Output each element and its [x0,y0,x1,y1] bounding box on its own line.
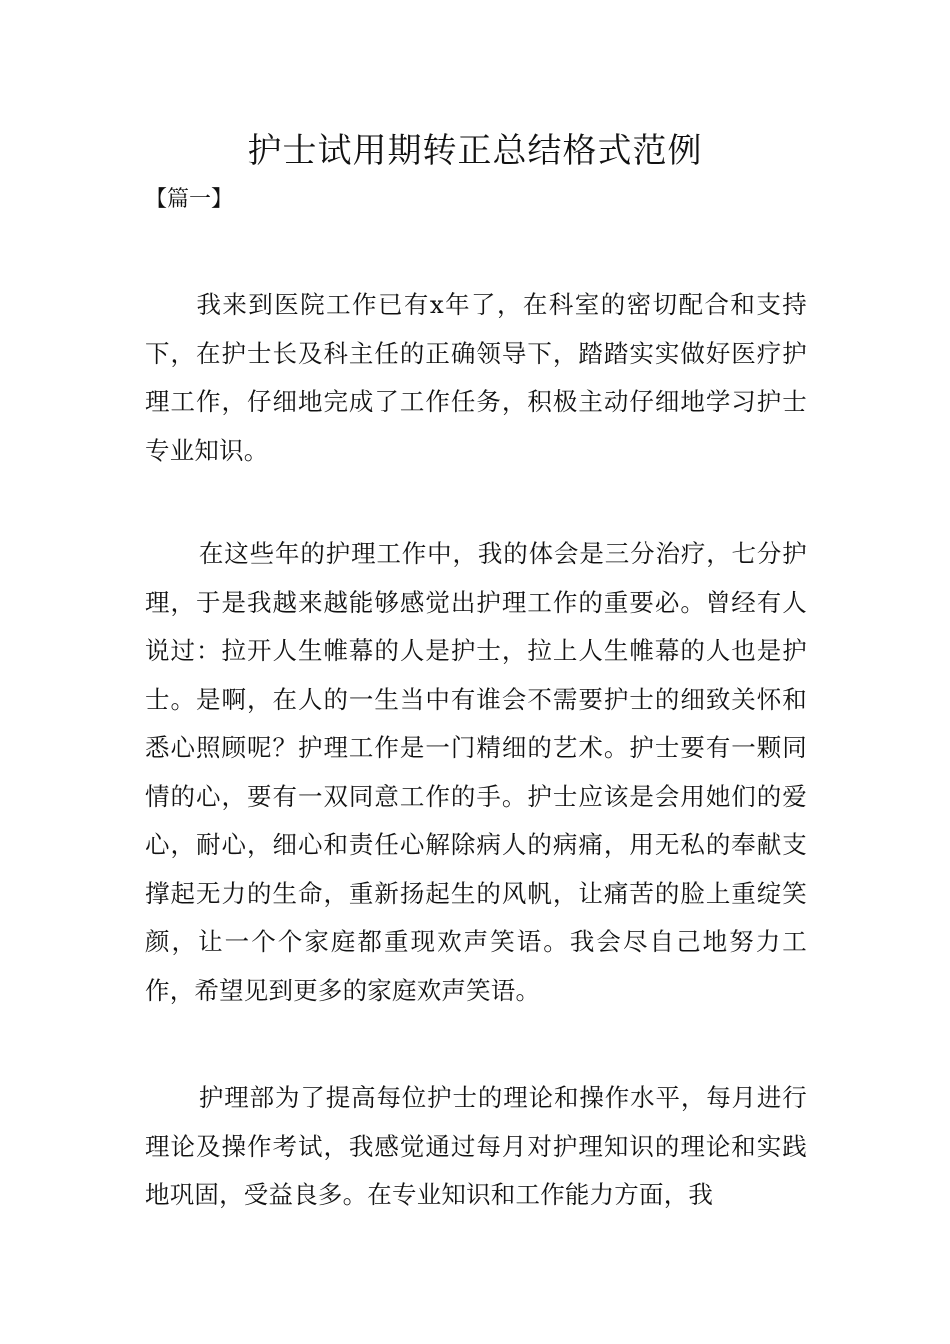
body-paragraph: 护理部为了提高每位护士的理论和操作水平，每月进行理论及操作考试，我感觉通过每月对护理知识的理论和实践地巩固，受益良多。在专业知识和工作能力方面，我 [145,1083,807,1209]
body-paragraph: 在这些年的护理工作中，我的体会是三分治疗，七分护理，于是我越来越能够感觉出护理工作的重要必。曾经有人说过：拉开人生帷幕的人是护士，拉上人生帷幕的人也是护士。是啊，在人的一生当中有谁会不需要护士的细致关怀和悉心照顾呢？护理工作是一门精细的艺术。护士要有一颗同情的心，要有一双同意工作的手。护士应该是会用她们的爱心，耐心，细心和责任心解除病人的病痛，用无私的奉献支撑起无力的生命，重新扬起生的风帆，让痛苦的脸上重绽笑颜，让一个个家庭都重现欢声笑语。我会尽自己地努力工作，希望见到更多的家庭欢声笑语。 [145,539,807,1005]
body-paragraph: 我来到医院工作已有x年了，在科室的密切配合和支持下，在护士长及科主任的正确领导下，踏踏实实做好医疗护理工作，仔细地完成了工作任务，积极主动仔细地学习护士专业知识。 [145,290,807,465]
page-title: 护士试用期转正总结格式范例 [247,131,703,171]
section-label: 【篇一】 [145,187,234,212]
